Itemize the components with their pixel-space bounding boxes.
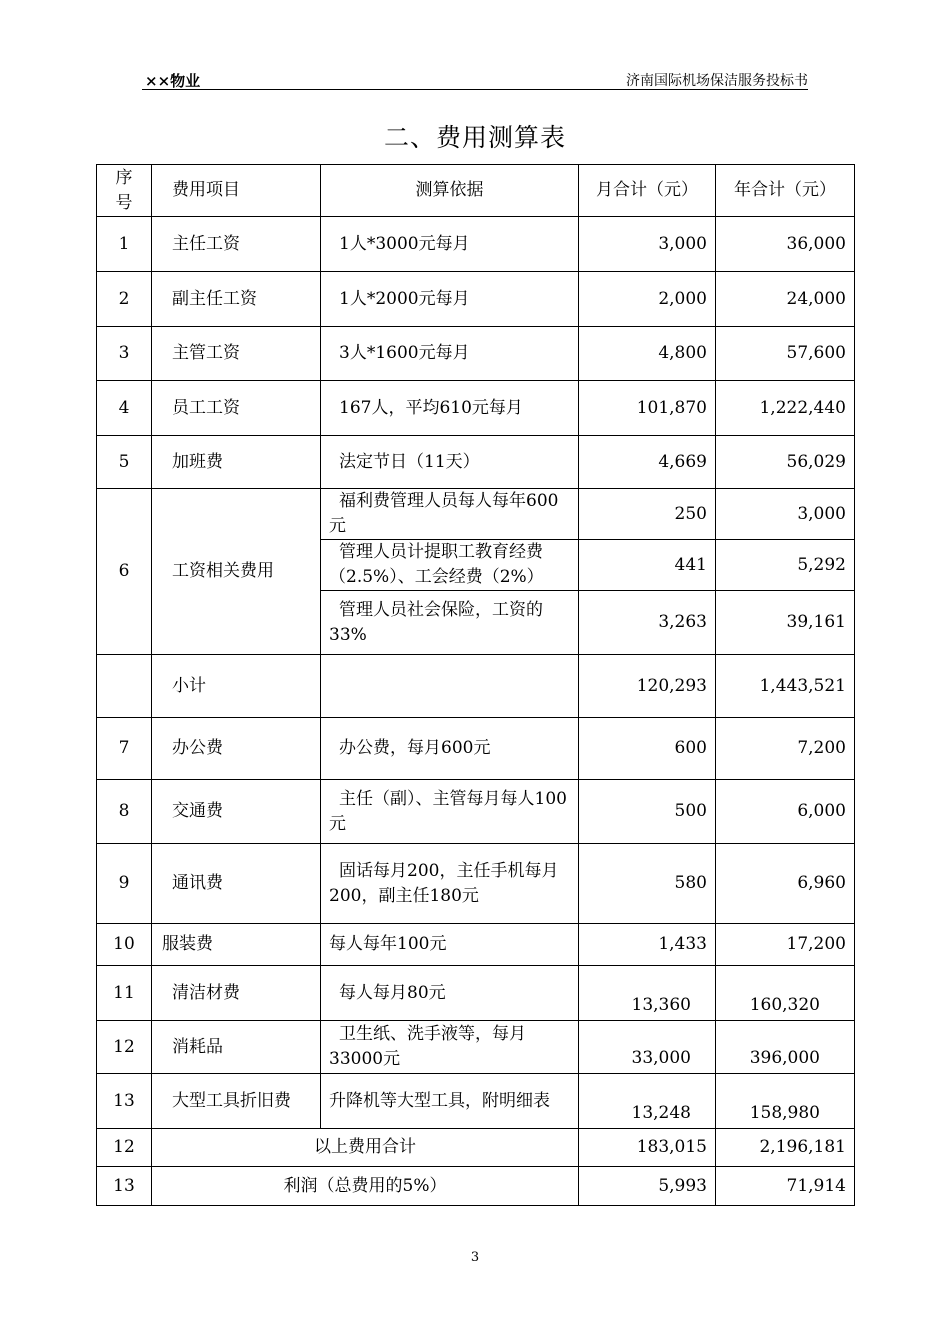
row-monthly: 500	[579, 780, 716, 844]
row-no: 5	[97, 436, 152, 489]
table-row	[97, 381, 855, 436]
total-yearly: 2,196,181	[716, 1129, 855, 1167]
row-item: 服装费	[152, 924, 321, 966]
row-no: 1	[97, 217, 152, 272]
row-no: 11	[97, 966, 152, 1021]
row-yearly: 158,980	[716, 1074, 855, 1129]
subtotal-row	[97, 655, 855, 718]
row-item: 大型工具折旧费	[152, 1074, 321, 1129]
row-yearly: 5,292	[716, 540, 855, 591]
row-no: 12	[97, 1021, 152, 1074]
row-basis: 每人每月80元	[321, 966, 579, 1021]
subtotal-label: 小计	[152, 655, 321, 718]
row-item: 主管工资	[152, 327, 321, 381]
page-number: 3	[470, 1250, 480, 1265]
row-basis: 卫生纸、洗手液等，每月33000元	[321, 1021, 579, 1074]
subtotal-monthly: 120,293	[579, 655, 716, 718]
table-row	[97, 780, 855, 844]
row-monthly: 441	[579, 540, 716, 591]
header-document-title: 济南国际机场保洁服务投标书	[626, 73, 808, 89]
row-no: 8	[97, 780, 152, 844]
row-basis: 法定节日（11天）	[321, 436, 579, 489]
row-monthly: 4,669	[579, 436, 716, 489]
profit-yearly: 71,914	[716, 1167, 855, 1206]
row-item: 通讯费	[152, 844, 321, 924]
header-company: ××物业	[145, 72, 201, 90]
row-basis: 办公费，每月600元	[321, 718, 579, 780]
table-row	[97, 1021, 855, 1074]
row-no	[97, 655, 152, 718]
row-yearly: 6,960	[716, 844, 855, 924]
table-row	[97, 217, 855, 272]
row-item: 工资相关费用	[152, 489, 321, 655]
row-basis: 167人，平均610元每月	[321, 381, 579, 436]
row-no: 10	[97, 924, 152, 966]
table-header-row	[97, 165, 855, 217]
row-no: 6	[97, 489, 152, 655]
table-row	[97, 924, 855, 966]
profit-label: 利润（总费用的5%）	[152, 1167, 579, 1206]
row-basis: 3人*1600元每月	[321, 327, 579, 381]
total-label: 以上费用合计	[152, 1129, 579, 1167]
row-basis: 1人*3000元每月	[321, 217, 579, 272]
row-basis: 每人每年100元	[321, 924, 579, 966]
col-header-yearly: 年合计（元）	[716, 165, 855, 217]
row-monthly: 4,800	[579, 327, 716, 381]
row-no: 2	[97, 272, 152, 327]
page-title: 二、费用测算表	[383, 123, 566, 152]
row-item: 消耗品	[152, 1021, 321, 1074]
row-monthly: 101,870	[579, 381, 716, 436]
table-row	[97, 272, 855, 327]
row-basis: 1人*2000元每月	[321, 272, 579, 327]
row-no: 12	[97, 1129, 152, 1167]
col-header-basis: 测算依据	[321, 165, 579, 217]
row-yearly: 1,222,440	[716, 381, 855, 436]
row-monthly: 600	[579, 718, 716, 780]
row-no: 9	[97, 844, 152, 924]
table-row	[97, 966, 855, 1021]
row-yearly: 56,029	[716, 436, 855, 489]
profit-row	[97, 1167, 855, 1206]
table-row	[97, 1074, 855, 1129]
header-divider	[142, 89, 808, 90]
row-yearly: 24,000	[716, 272, 855, 327]
row-item: 主任工资	[152, 217, 321, 272]
row-no: 3	[97, 327, 152, 381]
row-yearly: 160,320	[716, 966, 855, 1021]
col-header-no: 序号	[97, 165, 152, 217]
row-basis	[321, 655, 579, 718]
row-no: 13	[97, 1074, 152, 1129]
row-no: 7	[97, 718, 152, 780]
row-no: 4	[97, 381, 152, 436]
col-header-monthly: 月合计（元）	[579, 165, 716, 217]
row-yearly: 6,000	[716, 780, 855, 844]
row-monthly: 580	[579, 844, 716, 924]
row-monthly: 33,000	[579, 1021, 716, 1074]
row-basis: 固话每月200，主任手机每月200，副主任180元	[321, 844, 579, 924]
row-monthly: 2,000	[579, 272, 716, 327]
row-basis: 升降机等大型工具，附明细表	[321, 1074, 579, 1129]
row-item: 加班费	[152, 436, 321, 489]
row-basis: 管理人员计提职工教育经费（2.5%）、工会经费（2%）	[321, 540, 579, 591]
row-yearly: 396,000	[716, 1021, 855, 1074]
row-monthly: 250	[579, 489, 716, 540]
row-yearly: 17,200	[716, 924, 855, 966]
total-monthly: 183,015	[579, 1129, 716, 1167]
subtotal-yearly: 1,443,521	[716, 655, 855, 718]
profit-monthly: 5,993	[579, 1167, 716, 1206]
row-monthly: 3,263	[579, 591, 716, 655]
row-monthly: 1,433	[579, 924, 716, 966]
row-basis: 福利费管理人员每人每年600元	[321, 489, 579, 540]
row-monthly: 13,360	[579, 966, 716, 1021]
cost-estimate-table	[96, 164, 855, 1206]
row-basis: 管理人员社会保险，工资的33%	[321, 591, 579, 655]
row-yearly: 39,161	[716, 591, 855, 655]
table-row	[97, 436, 855, 489]
table-row	[97, 844, 855, 924]
col-header-item: 费用项目	[152, 165, 321, 217]
row-yearly: 7,200	[716, 718, 855, 780]
row-item: 副主任工资	[152, 272, 321, 327]
row-yearly: 3,000	[716, 489, 855, 540]
row-item: 清洁材费	[152, 966, 321, 1021]
row-no: 13	[97, 1167, 152, 1206]
row-yearly: 36,000	[716, 217, 855, 272]
row-item: 员工工资	[152, 381, 321, 436]
total-row	[97, 1129, 855, 1167]
row-basis: 主任（副）、主管每月每人100元	[321, 780, 579, 844]
table-row	[97, 327, 855, 381]
row-monthly: 3,000	[579, 217, 716, 272]
table-row	[97, 489, 855, 540]
row-item: 办公费	[152, 718, 321, 780]
row-item: 交通费	[152, 780, 321, 844]
row-yearly: 57,600	[716, 327, 855, 381]
row-monthly: 13,248	[579, 1074, 716, 1129]
table-row	[97, 718, 855, 780]
